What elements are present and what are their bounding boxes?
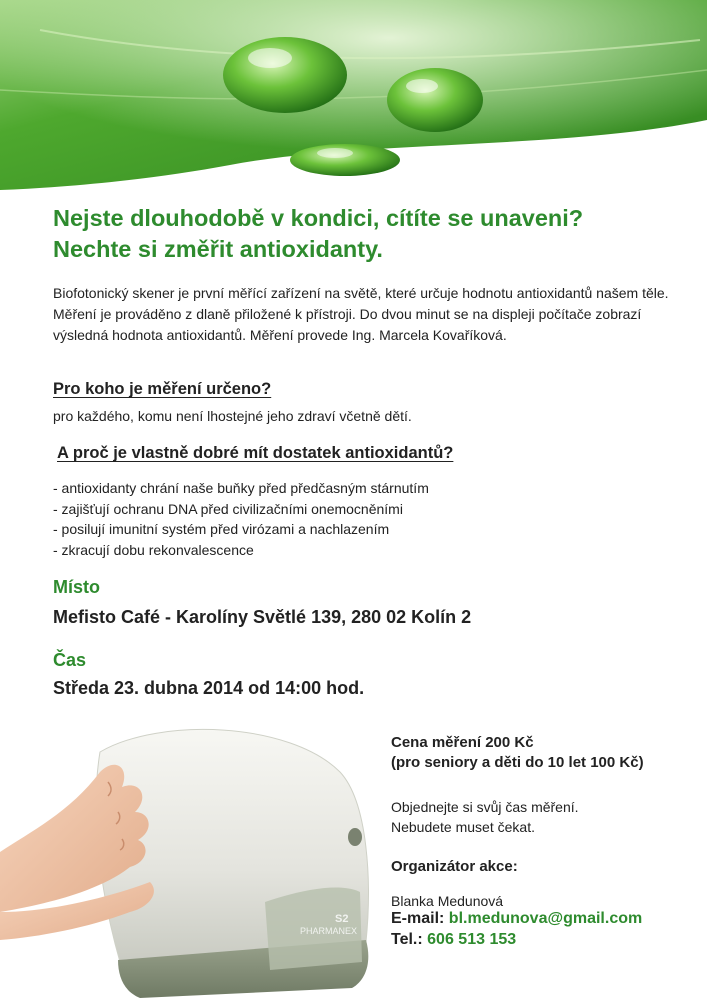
intro-line-1: Biofotonický skener je první měřící zařízení na světě, které určuje hodnotu antioxidantů našem těle. <box>53 285 669 301</box>
phone-number: 606 513 153 <box>427 931 517 948</box>
leaf-droplets-banner <box>0 0 707 190</box>
booking-block <box>391 797 579 837</box>
booking-line-1: Objednejte si svůj čas měření. <box>391 799 579 815</box>
organizer-name: Blanka Medunová <box>391 893 504 909</box>
list-item: - zajišťují ochranu DNA před civilizačními onemocněními <box>53 500 403 517</box>
intro-paragraph <box>53 283 673 346</box>
who-text: pro každého, komu není lhostejné jeho zdraví včetně dětí. <box>53 408 412 424</box>
organizer-phone-row <box>391 930 516 950</box>
time-label: Čas <box>53 650 87 670</box>
price-line-2: (pro seniory a děti do 10 let 100 Kč) <box>391 754 644 771</box>
place-value: Mefisto Café - Karolíny Světlé 139, 280 02 Kolín 2 <box>53 607 472 627</box>
list-item: - zkracují dobu rekonvalescence <box>53 541 254 558</box>
list-item: - antioxidanty chrání naše buňky před předčasným stárnutím <box>53 480 429 496</box>
why-heading: A proč je vlastně dobré mít dostatek antioxidantů? <box>57 444 454 462</box>
email-label: E-mail: <box>391 910 445 927</box>
benefits-list <box>53 478 429 560</box>
price-line-1: Cena měření 200 Kč <box>391 734 534 751</box>
time-value: Středa 23. dubna 2014 od 14:00 hod. <box>53 678 365 698</box>
phone-label: Tel.: <box>391 931 423 948</box>
organizer-email-row <box>391 909 642 929</box>
list-item: - posilují imunitní systém před virózami a nachlazením <box>53 521 390 537</box>
intro-line-2: Měření je prováděno z dlaně přiložené k přístroji. Do dvou minut se na displeji počítače zobrazí výsledná hodnota antioxidantů. Měření provede Ing. Marcela Kovaříková. <box>53 306 642 343</box>
place-label: Místo <box>53 577 100 597</box>
price-block <box>391 733 644 773</box>
device-model: S2 <box>335 913 349 925</box>
booking-line-2: Nebudete muset čekat. <box>391 819 535 835</box>
headline-line-2: Nechte si změřit antioxidanty. <box>53 236 383 262</box>
organizer-heading: Organizátor akce: <box>391 858 518 875</box>
who-heading: Pro koho je měření určeno? <box>53 380 272 398</box>
email-link[interactable]: bl.medunova@gmail.com <box>448 910 643 927</box>
device-brand: PHARMANEX <box>300 926 358 936</box>
headline-line-1: Nejste dlouhodobě v kondici, cítíte se unaveni? <box>53 205 584 231</box>
scanner-device-image <box>0 712 380 1000</box>
headline <box>53 203 583 265</box>
